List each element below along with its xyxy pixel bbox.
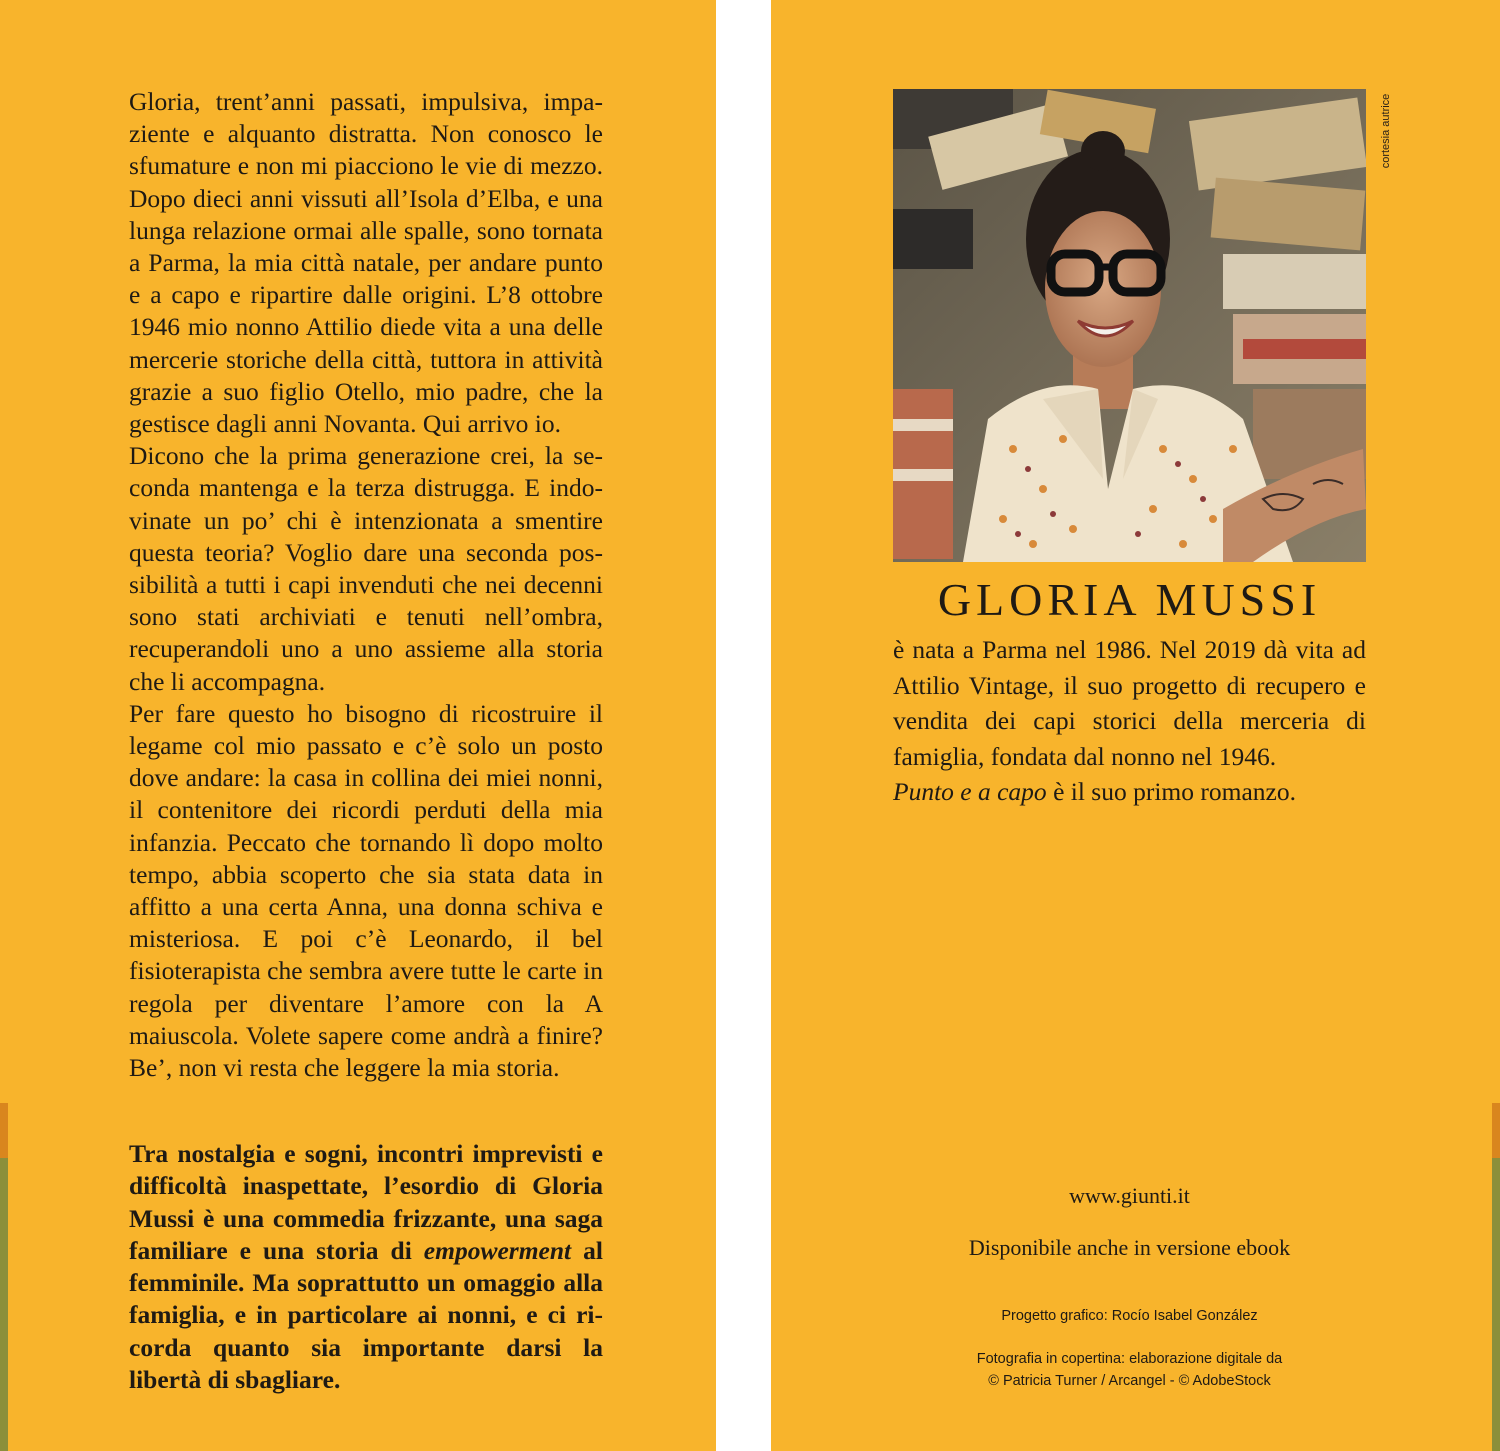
author-bio xyxy=(893,632,1366,810)
book-title: Punto e a capo xyxy=(893,777,1047,807)
blurb-paragraph xyxy=(129,1138,603,1396)
bio-suffix: è il suo primo romanzo. xyxy=(1046,777,1296,807)
synopsis-paragraph-2: Dicono che la prima generazione crei, la seconda mantenga e la terza distrugga. E indovinate un po’ chi è intenzionata a smentire questa teoria? Voglio dare una seconda possibilità a tutti i capi invenduti che nei decenni sono stati archiviati e tenuti nell’ombra, recuperandoli uno a uno assieme alla storia che li accompagna. xyxy=(129,441,603,696)
blurb-text xyxy=(129,1138,603,1396)
publisher-website: www.giunti.it xyxy=(1069,1183,1190,1208)
cover-photo-credit-line-2: © Patricia Turner / Arcangel - © AdobeStock xyxy=(988,1373,1271,1389)
bio-paragraph xyxy=(893,632,1366,810)
author-flap-panel xyxy=(771,0,1500,1451)
synopsis-text xyxy=(129,86,603,1084)
ebook-note: Disponibile anche in versione ebook xyxy=(968,1235,1291,1260)
edge-stripe-orange-right xyxy=(1492,1103,1500,1158)
bio-text: è nata a Parma nel 1986. Nel 2019 dà vita ad Attilio Vintage, il suo progetto di recupero e vendita dei capi storici della merceria di famiglia, fondata dal nonno nel 1946. xyxy=(893,635,1366,771)
blurb-italic: empowerment xyxy=(423,1235,572,1265)
design-credit: Progetto grafico: Rocío Isabel González xyxy=(1001,1308,1258,1324)
back-cover-panel xyxy=(0,0,716,1451)
author-name: GLORIA MUSSI xyxy=(937,574,1322,625)
photo-credit-vertical-text: cortesia autrice xyxy=(1380,93,1392,169)
edge-stripe-green xyxy=(0,1158,8,1451)
blurb-after: al femminile. Ma soprattutto un omaggio alla famiglia, e in particolare ai nonni, e ci ricorda quanto sia importante darsi la libertà di sbagliare. xyxy=(129,1235,603,1395)
synopsis-paragraph-3: Per fare questo ho bisogno di ricostruire il legame col mio passato e c’è solo un posto dove andare: la casa in collina dei miei nonni, il contenitore dei ricordi perduti della mia infanzia. Peccato che tornando lì dopo molto tempo, abbia scoperto che sia stata data in affitto a una certa Anna, una donna schiva e misteriosa. E poi c’è Leonardo, il bel fisioterapista che sembra avere tutte le carte in regola per diventare l’amore con la A maiuscola. Volete sapere come andrà a finire? Be’, non vi resta che leggere la mia storia. xyxy=(129,698,603,1083)
blurb-before: Tra nostalgia e sogni, incontri imprevisti e difficoltà inaspettate, l’esordio di Gloria Mussi è una commedia frizzante, una saga familiare e una storia di xyxy=(129,1139,603,1265)
author-photo xyxy=(893,89,1366,562)
cover-photo-credit xyxy=(893,1348,1366,1392)
edge-stripe-green-right xyxy=(1492,1158,1500,1451)
photo-credit-vertical xyxy=(1379,89,1393,173)
synopsis-paragraph-1: Gloria, trent’anni passati, impulsiva, impaziente e alquanto distratta. Non conosco le sfumature e non mi piacciono le vie di mezzo. Dopo dieci anni vissuti all’Isola d’Elba, e una lunga relazione ormai alle spalle, sono tornata a Parma, la mia città natale, per andare punto e a capo e ripartire dalle origini. L’8 ottobre 1946 mio nonno Attilio diede vita a una delle mercerie storiche della città, tuttora in attività grazie a suo figlio Otello, mio padre, che la gestisce dagli anni Novanta. Qui arrivo io. xyxy=(129,87,603,439)
cover-photo-credit-line-1: Fotografia in copertina: elaborazione digitale da xyxy=(976,1351,1283,1367)
edge-stripe-orange xyxy=(0,1103,8,1158)
